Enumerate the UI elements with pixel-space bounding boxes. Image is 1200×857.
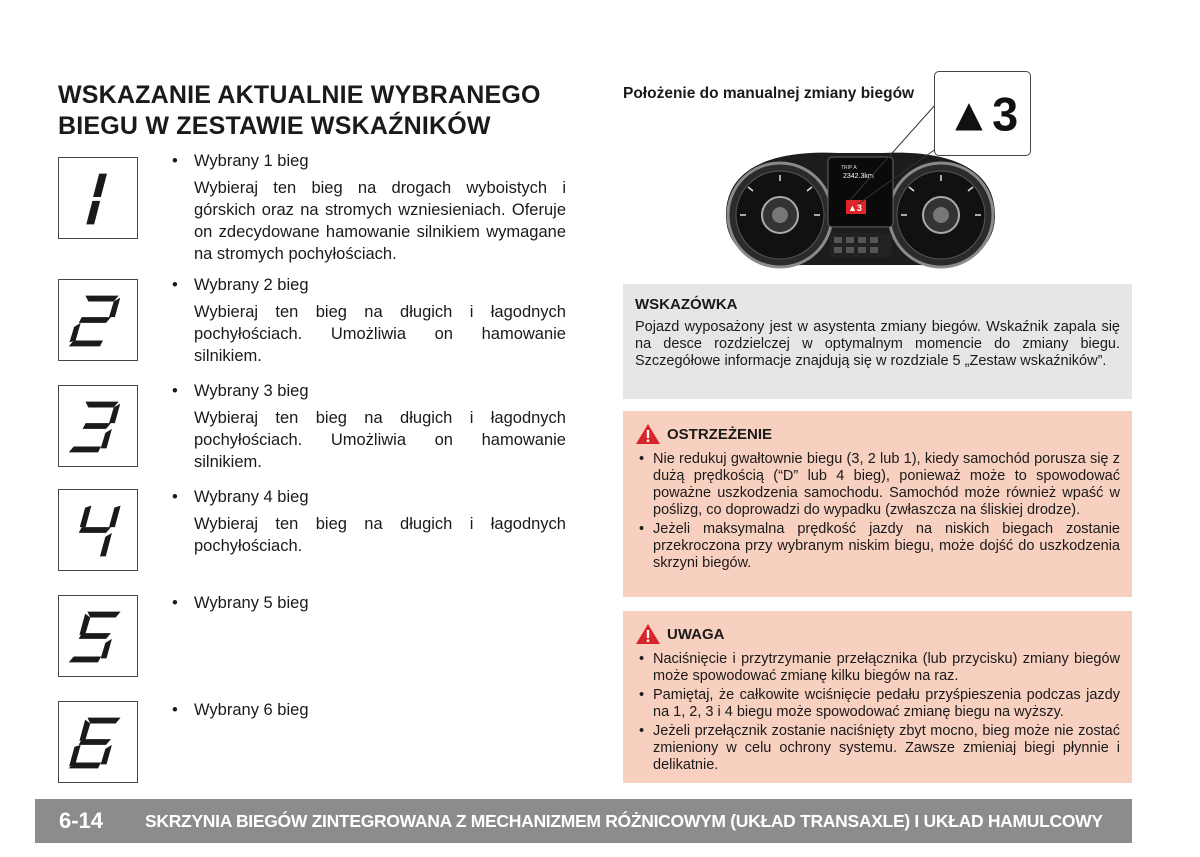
- gear-6-item: • Wybrany 6 bieg: [172, 701, 309, 719]
- tip-box: [623, 284, 1132, 399]
- gear-3-display-icon: [58, 385, 138, 467]
- warning-triangle-icon: [635, 423, 661, 445]
- caution-box: [623, 611, 1132, 783]
- display-trip: TRIP A: [841, 165, 857, 171]
- warning-box: [623, 411, 1132, 597]
- gear-5-item: • Wybrany 5 bieg: [172, 594, 309, 612]
- caution-heading: UWAGA: [667, 625, 725, 643]
- chapter-title: SKRZYNIA BIEGÓW ZINTEGROWANA Z MECHANIZMEM RÓŻNICOWYM (UKŁAD TRANSAXLE) I UKŁAD HAMULCOWY: [145, 810, 1103, 831]
- display-odometer: 2342.3km: [843, 173, 874, 180]
- gear-3-label: Wybrany 3 bieg: [194, 382, 309, 400]
- gear-1-label: Wybrany 1 bieg: [194, 152, 309, 170]
- section-title: [58, 80, 578, 142]
- caution-item: • Pamiętaj, że całkowite wciśnięcie pedału przyśpieszenia podczas jazdy na 1, 2, 3 i 4 biegu może spowodować zmianę biegu na wyższy.: [635, 687, 1120, 721]
- warning-item: • Jeżeli maksymalna prędkość jazdy na niskich biegach zostanie przekroczona przy wybranym niskim biegu, może dojść do uszkodzenia skrzyni biegów.: [635, 521, 1120, 572]
- page-footer: [35, 799, 1132, 843]
- gear-1-item: [172, 150, 566, 265]
- warning-heading: OSTRZEŻENIE: [667, 425, 773, 443]
- gear-1-display-icon: [58, 157, 138, 239]
- gear-3-item: • Wybrany 3 bieg Wybieraj ten bieg na długich i łagodnych pochyłościach. Umożliwia on hamowanie silnikiem.: [172, 382, 566, 471]
- caution-item: • Jeżeli przełącznik zostanie naciśnięty zbyt mocno, bieg może nie zostać zmieniony w celu ochrony systemu. Zawsze zmieniaj biegi płynnie i delikatnie.: [635, 723, 1120, 774]
- gear-6-label: Wybrany 6 bieg: [194, 701, 309, 719]
- tip-heading: WSKAZÓWKA: [635, 296, 738, 313]
- manual-mode-label: Położenie do manualnej zmiany biegów: [623, 85, 915, 102]
- page-number: 6-14: [59, 808, 104, 833]
- caution-item: • Naciśnięcie i przytrzymanie przełącznika (lub przycisku) zmiany biegów może spowodować zmianę kilku biegów na raz.: [635, 651, 1120, 685]
- section-title-line2: BIEGU W ZESTAWIE WSKAŹNIKÓW: [58, 112, 491, 140]
- gear-1-description: Wybieraj ten bieg na drogach wyboistych i górskich oraz na stromych wzniesieniach. Oferuje on zdecydowane hamowanie silnikiem wymagane na stromych pochyłościach.: [194, 179, 566, 263]
- gear-2-description: Wybieraj ten bieg na długich i łagodnych pochyłościach. Umożliwia on hamowanie silnikiem.: [194, 303, 566, 365]
- gear-5-display-icon: [58, 595, 138, 677]
- section-title-line1: WSKAZANIE AKTUALNIE WYBRANEGO: [58, 81, 541, 109]
- display-gear-indicator: ▲3: [848, 203, 862, 213]
- gear-2-item: • Wybrany 2 bieg Wybieraj ten bieg na długich i łagodnych pochyłościach. Umożliwia on hamowanie silnikiem.: [172, 276, 566, 365]
- gear-2-label: Wybrany 2 bieg: [194, 276, 309, 294]
- gear-indicator-callout: [934, 71, 1031, 156]
- warning-item: • Nie redukuj gwałtownie biegu (3, 2 lub 1), kiedy samochód porusza się z dużą prędkością (“D” lub 4 bieg), ponieważ może to spowodować poważne uszkodzenia samochodu. Samochód może również wpaść w poślizg, co doprowadzi do wypadku (zwłaszcza na śliskiej drodze).: [635, 451, 1120, 519]
- tip-text: Pojazd wyposażony jest w asystenta zmiany biegów. Wskaźnik zapala się na desce rozdzielczej w optymalnym momencie do zmiany biegu. Szczegółowe informacje znajdują się w rozdziale 5 „Zestaw wskaźników”.: [635, 319, 1120, 369]
- gear-2-display-icon: [58, 279, 138, 361]
- gear-5-label: Wybrany 5 bieg: [194, 594, 309, 612]
- gear-4-item: • Wybrany 4 bieg Wybieraj ten bieg na długich i łagodnych pochyłościach.: [172, 488, 566, 555]
- gear-4-label: Wybrany 4 bieg: [194, 488, 309, 506]
- gear-4-description: Wybieraj ten bieg na długich i łagodnych pochyłościach.: [194, 515, 566, 555]
- warning-triangle-icon: [635, 623, 661, 645]
- callout-gear-text: ▲3: [945, 88, 1019, 141]
- gear-6-display-icon: [58, 701, 138, 783]
- bullet: •: [172, 152, 178, 170]
- gear-3-description: Wybieraj ten bieg na długich i łagodnych pochyłościach. Umożliwia on hamowanie silnikiem.: [194, 409, 566, 471]
- gear-4-display-icon: [58, 489, 138, 571]
